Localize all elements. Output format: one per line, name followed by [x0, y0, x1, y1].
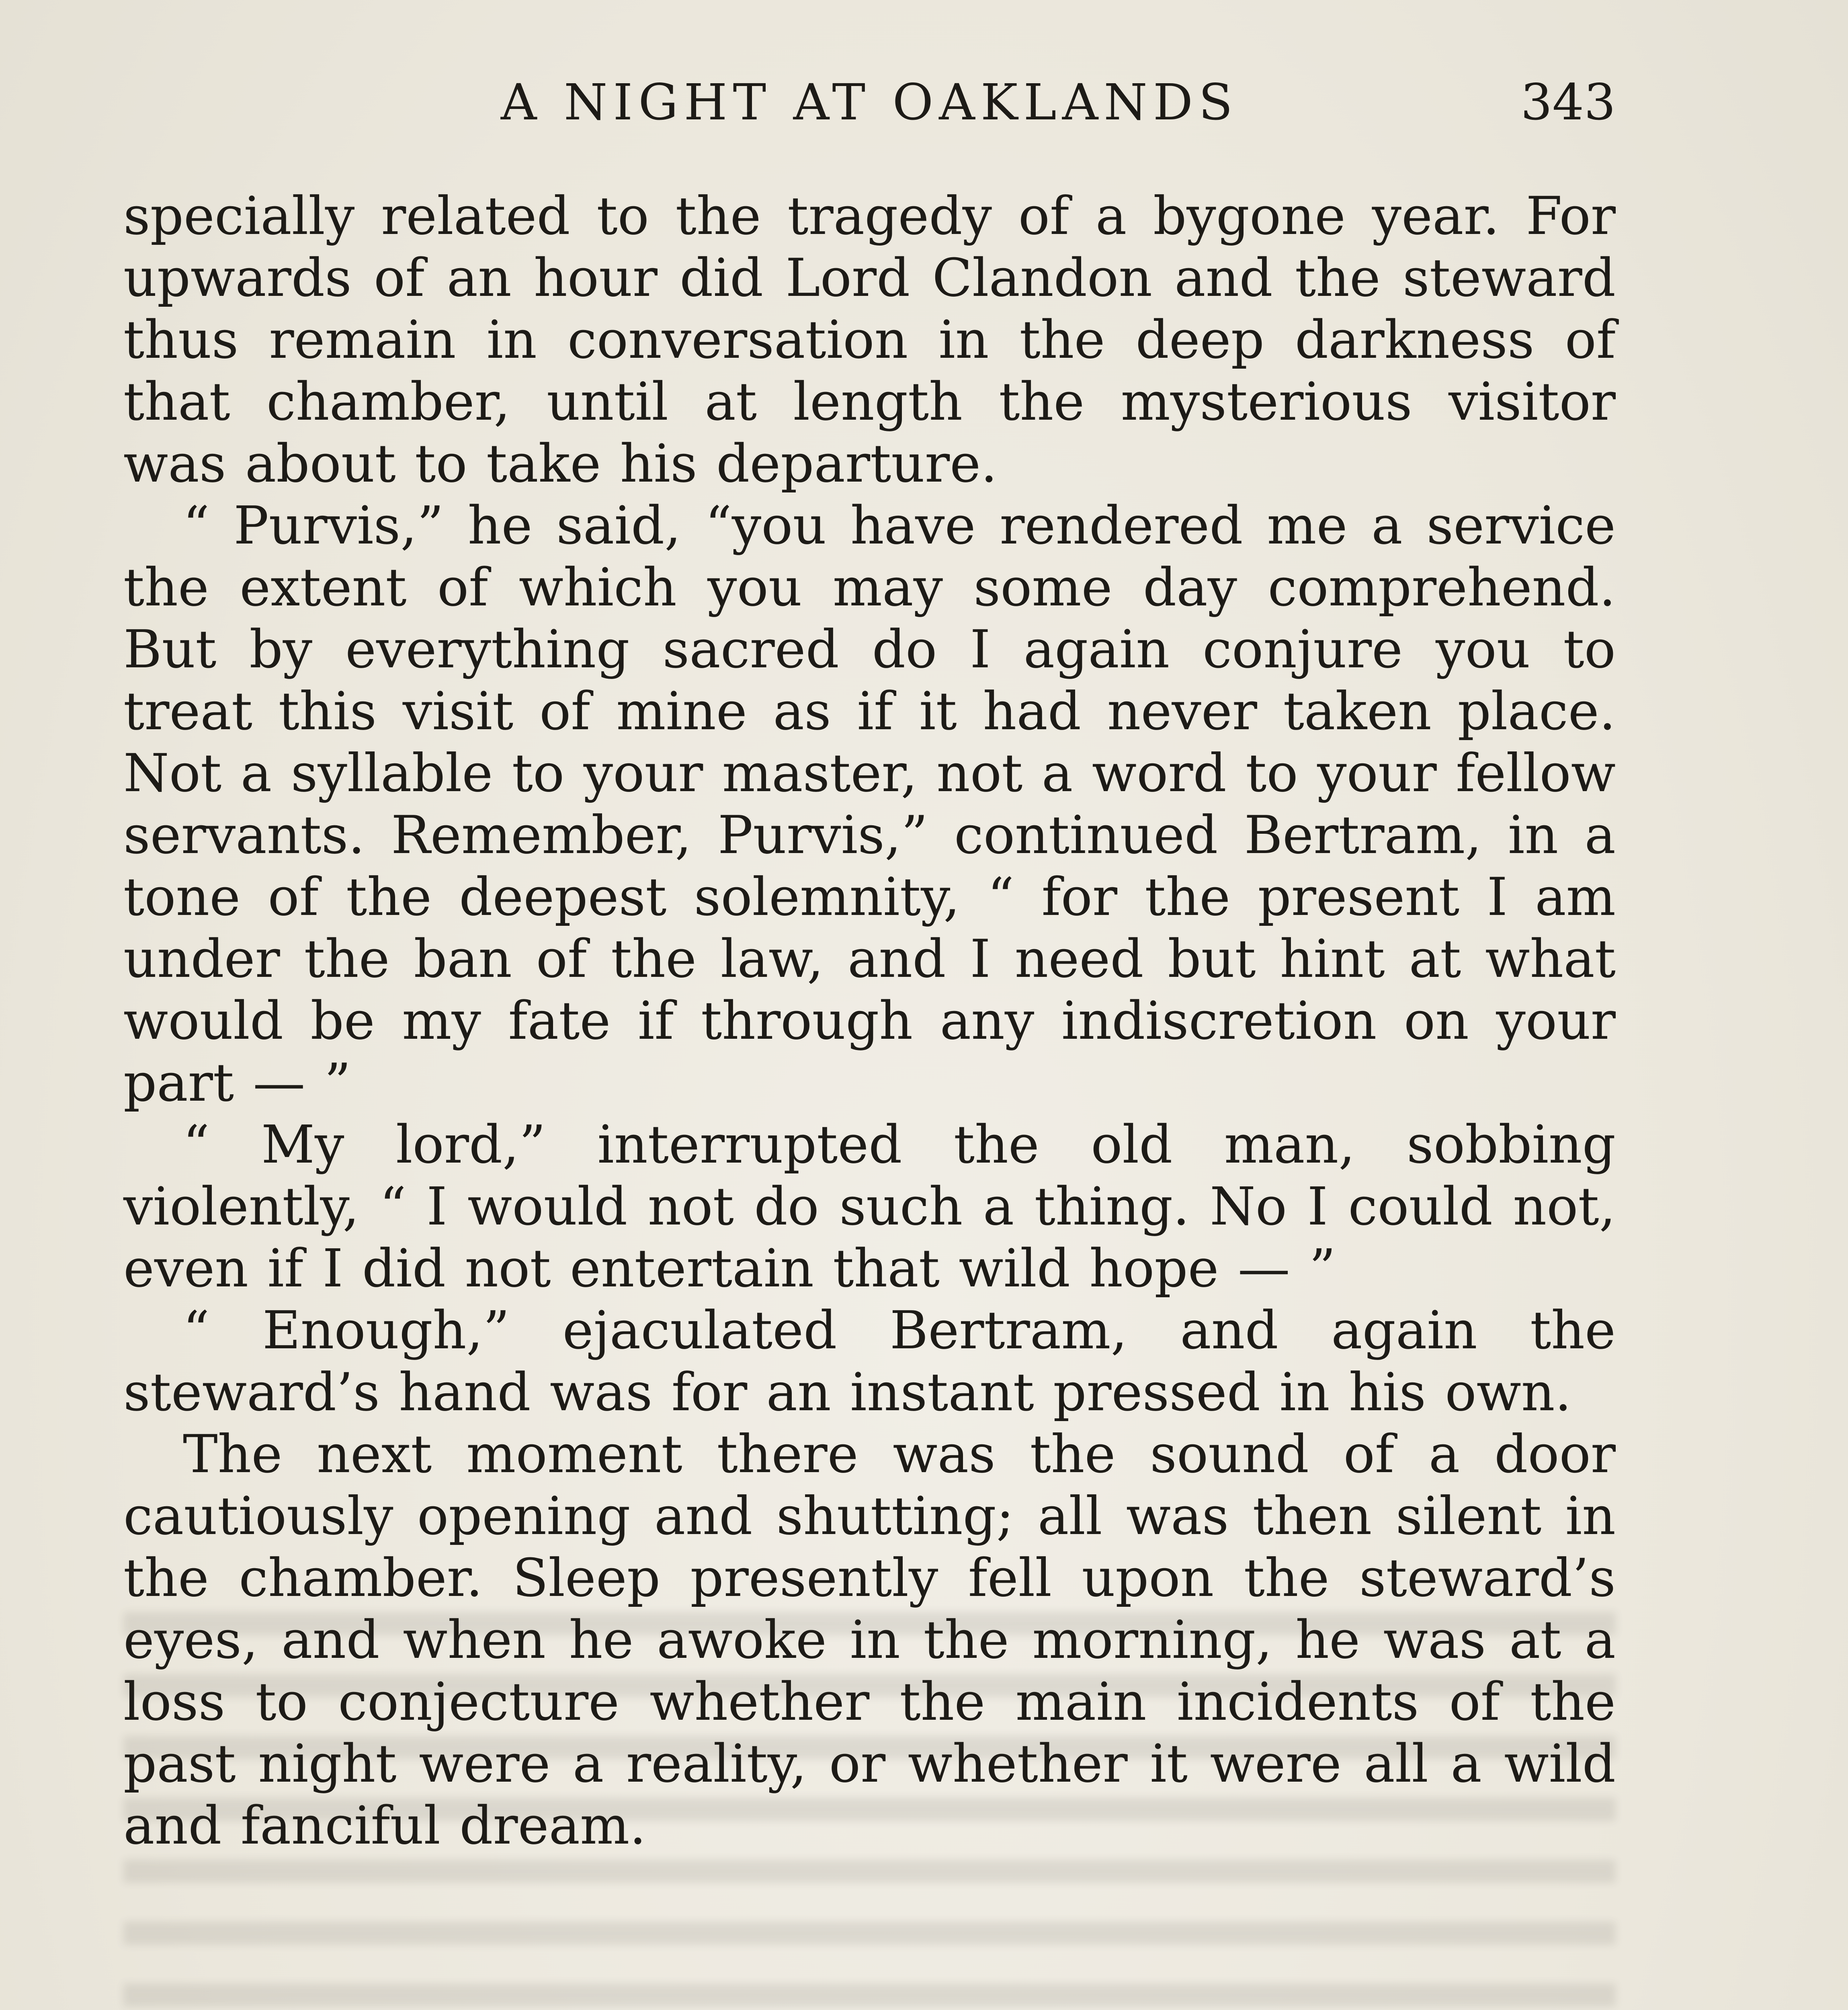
paragraph-next-moment: The next moment there was the sound of a door cautiously opening and shutting; all was then silent in the chamber. Sleep presently fell upon the steward’s eyes, and when he awoke in the morning, he was at a loss to conjecture whether the main incidents of the past night were a reality, or whether it were all a wild and fanciful dream.: [123, 1423, 1616, 1856]
paragraph-purvis-speech: “ Purvis,” he said, “you have rendered me a service the extent of which you may some day comprehend. But by everything sacred do I again conjure you to treat this visit of mine as if it had never taken place. Not a syllable to your master, not a word to your fellow servants. Remember, Purvis,” continued Bertram, in a tone of the deepest solemnity, “ for the present I am under the ban of the law, and I need but hint at what would be my fate if through any indiscretion on your part — ”: [123, 495, 1616, 1113]
page-header: [123, 70, 1616, 135]
paragraph-enough: “ Enough,” ejaculated Bertram, and again the steward’s hand was for an instant pressed in his own.: [123, 1300, 1616, 1423]
paragraph-continued: specially related to the tragedy of a bygone year. For upwards of an hour did Lord Clandon and the steward thus remain in conversation in the deep darkness of that chamber, until at length the mysterious visitor was about to take his departure.: [123, 185, 1616, 494]
show-through-texture: [123, 1588, 1616, 2010]
paragraph-steward-reply: “ My lord,” interrupted the old man, sobbing violently, “ I would not do such a thing. No I could not, even if I did not entertain that wild hope — ”: [123, 1114, 1616, 1299]
running-head: A NIGHT AT OAKLANDS: [500, 74, 1239, 131]
page-number: 343: [1520, 74, 1616, 131]
